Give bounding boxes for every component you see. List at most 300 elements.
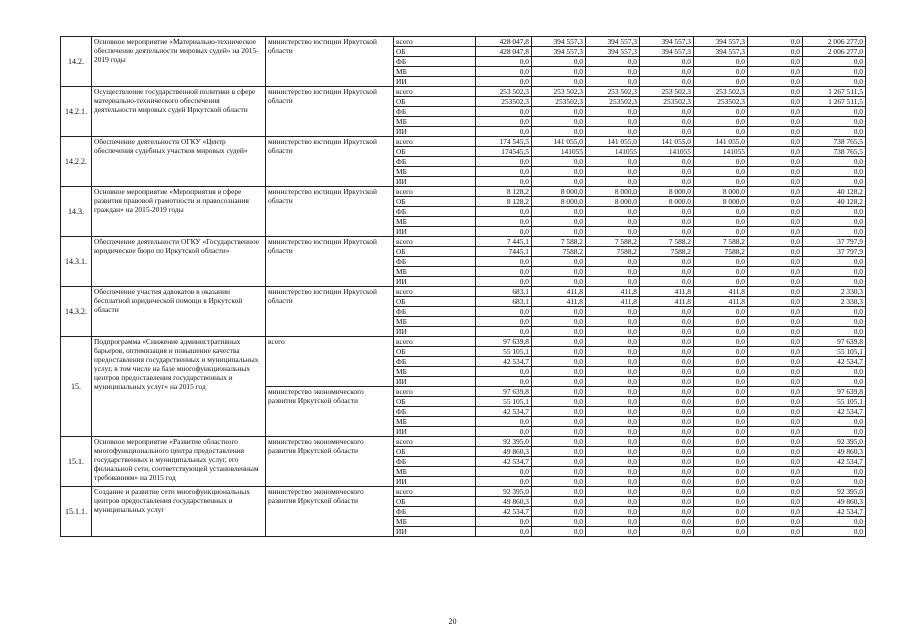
amount-cell: 0,0	[532, 327, 586, 337]
amount-cell: 0,0	[586, 127, 640, 137]
amount-cell: 55 105,1	[803, 347, 866, 357]
amount-cell: 97 639,8	[803, 387, 866, 397]
amount-cell: 0,0	[748, 257, 803, 267]
amount-cell: 37 797,9	[803, 237, 866, 247]
item-name: Основное мероприятие «Мероприятия в сфере развития правовой грамотности и правосознания граждан» на 2015-2019 годы	[92, 187, 266, 237]
amount-cell: 7588,2	[640, 247, 694, 257]
amount-cell: 55 105,1	[476, 347, 532, 357]
amount-cell: 0,0	[640, 227, 694, 237]
amount-cell: 7588,2	[532, 247, 586, 257]
funding-source: ОБ	[394, 197, 476, 207]
amount-cell: 42 534,7	[803, 457, 866, 467]
amount-cell: 42 534,7	[803, 407, 866, 417]
funding-source: всего	[394, 237, 476, 247]
amount-cell: 0,0	[532, 487, 586, 497]
funding-source: ИИ	[394, 327, 476, 337]
funding-source: всего	[394, 487, 476, 497]
amount-cell: 0,0	[476, 467, 532, 477]
amount-cell: 0,0	[694, 417, 748, 427]
amount-cell: 0,0	[748, 187, 803, 197]
amount-cell: 8 000,0	[694, 197, 748, 207]
amount-cell: 0,0	[694, 167, 748, 177]
amount-cell: 0,0	[748, 47, 803, 57]
amount-cell: 0,0	[532, 127, 586, 137]
amount-cell: 0,0	[640, 397, 694, 407]
amount-cell: 0,0	[694, 117, 748, 127]
amount-cell: 0,0	[586, 367, 640, 377]
amount-cell: 0,0	[586, 477, 640, 487]
amount-cell: 0,0	[803, 117, 866, 127]
amount-cell: 0,0	[586, 517, 640, 527]
amount-cell: 0,0	[694, 327, 748, 337]
amount-cell: 0,0	[748, 297, 803, 307]
amount-cell: 0,0	[476, 167, 532, 177]
amount-cell: 0,0	[640, 117, 694, 127]
amount-cell: 0,0	[532, 347, 586, 357]
amount-cell: 0,0	[586, 117, 640, 127]
funding-source: всего	[394, 337, 476, 347]
amount-cell: 0,0	[694, 277, 748, 287]
amount-cell: 0,0	[476, 277, 532, 287]
funding-source: всего	[394, 437, 476, 447]
amount-cell: 0,0	[694, 457, 748, 467]
amount-cell: 0,0	[476, 77, 532, 87]
amount-cell: 2 330,3	[803, 297, 866, 307]
amount-cell: 0,0	[532, 317, 586, 327]
amount-cell: 0,0	[532, 457, 586, 467]
amount-cell: 0,0	[803, 257, 866, 267]
amount-cell: 0,0	[694, 497, 748, 507]
executor-cell: министерство юстиции Иркутской области	[266, 37, 394, 87]
amount-cell: 253502,3	[586, 97, 640, 107]
amount-cell: 0,0	[586, 317, 640, 327]
funding-source: ИИ	[394, 127, 476, 137]
executor-cell: министерство юстиции Иркутской области	[266, 237, 394, 287]
amount-cell: 0,0	[748, 317, 803, 327]
amount-cell: 0,0	[640, 127, 694, 137]
amount-cell: 0,0	[532, 167, 586, 177]
amount-cell: 0,0	[532, 277, 586, 287]
amount-cell: 40 128,2	[803, 197, 866, 207]
item-name: Основное мероприятие «Материально-техническое обеспечение деятельности мировых судей» на 2015-2019 годы	[92, 37, 266, 87]
funding-source: ФБ	[394, 457, 476, 467]
amount-cell: 0,0	[586, 227, 640, 237]
amount-cell: 7 588,2	[586, 237, 640, 247]
funding-source: всего	[394, 137, 476, 147]
amount-cell: 0,0	[694, 427, 748, 437]
amount-cell: 8 000,0	[694, 187, 748, 197]
funding-source: ФБ	[394, 407, 476, 417]
funding-source: ФБ	[394, 207, 476, 217]
funding-source: ИИ	[394, 177, 476, 187]
amount-cell: 0,0	[640, 67, 694, 77]
item-code: 14.2.2.	[61, 137, 92, 187]
amount-cell: 0,0	[748, 307, 803, 317]
amount-cell: 8 000,0	[640, 187, 694, 197]
amount-cell: 0,0	[586, 457, 640, 467]
amount-cell: 411,8	[694, 287, 748, 297]
amount-cell: 0,0	[476, 427, 532, 437]
item-name: Обеспечение участия адвокатов в оказании бесплатной юридической помощи в Иркутской области	[92, 287, 266, 337]
amount-cell: 0,0	[640, 477, 694, 487]
funding-source: всего	[394, 387, 476, 397]
amount-cell: 0,0	[748, 407, 803, 417]
amount-cell: 0,0	[748, 427, 803, 437]
funding-source: МБ	[394, 117, 476, 127]
amount-cell: 0,0	[803, 67, 866, 77]
amount-cell: 92 395,0	[476, 487, 532, 497]
funding-source: ИИ	[394, 227, 476, 237]
amount-cell: 0,0	[640, 257, 694, 267]
amount-cell: 92 395,0	[476, 437, 532, 447]
amount-cell: 0,0	[803, 427, 866, 437]
amount-cell: 428 047,8	[476, 47, 532, 57]
amount-cell: 0,0	[532, 207, 586, 217]
table-row	[61, 187, 866, 197]
amount-cell: 0,0	[640, 407, 694, 417]
amount-cell: 0,0	[748, 367, 803, 377]
amount-cell: 0,0	[694, 217, 748, 227]
amount-cell: 0,0	[532, 467, 586, 477]
amount-cell: 0,0	[748, 447, 803, 457]
amount-cell: 0,0	[640, 307, 694, 317]
amount-cell: 0,0	[748, 157, 803, 167]
amount-cell: 8 128,2	[476, 197, 532, 207]
amount-cell: 411,8	[586, 297, 640, 307]
amount-cell: 0,0	[694, 77, 748, 87]
amount-cell: 0,0	[586, 487, 640, 497]
amount-cell: 0,0	[803, 167, 866, 177]
amount-cell: 0,0	[748, 387, 803, 397]
amount-cell: 253 502,3	[694, 87, 748, 97]
amount-cell: 0,0	[803, 317, 866, 327]
amount-cell: 0,0	[640, 427, 694, 437]
amount-cell: 0,0	[748, 487, 803, 497]
table-row	[61, 287, 866, 297]
amount-cell: 0,0	[640, 167, 694, 177]
amount-cell: 428 047,8	[476, 37, 532, 47]
funding-source: ОБ	[394, 47, 476, 57]
amount-cell: 0,0	[803, 527, 866, 537]
funding-source: ФБ	[394, 257, 476, 267]
amount-cell: 0,0	[586, 397, 640, 407]
amount-cell: 0,0	[586, 267, 640, 277]
item-name: Обеспечение деятельности ОГКУ «Центр обеспечения судебных участков мировых судей»	[92, 137, 266, 187]
item-name: Осуществление государственной политики в сфере материально-технического обеспечения деятельности мировых судей Иркутской области	[92, 87, 266, 137]
amount-cell: 0,0	[748, 137, 803, 147]
amount-cell: 0,0	[476, 527, 532, 537]
item-name: Обеспечение деятельности ОГКУ «Государственное юридическое бюро по Иркутской области»	[92, 237, 266, 287]
funding-source: МБ	[394, 467, 476, 477]
amount-cell: 0,0	[476, 57, 532, 67]
amount-cell: 0,0	[640, 177, 694, 187]
amount-cell: 394 557,3	[586, 37, 640, 47]
item-code: 14.3.	[61, 187, 92, 237]
funding-source: всего	[394, 37, 476, 47]
amount-cell: 0,0	[748, 437, 803, 447]
amount-cell: 738 765,5	[803, 137, 866, 147]
amount-cell: 0,0	[748, 477, 803, 487]
amount-cell: 97 639,8	[476, 387, 532, 397]
amount-cell: 7 445,1	[476, 237, 532, 247]
executor-cell: министерство экономического развития Иркутской области	[266, 437, 394, 487]
amount-cell: 0,0	[476, 307, 532, 317]
amount-cell: 7588,2	[586, 247, 640, 257]
amount-cell: 0,0	[694, 227, 748, 237]
amount-cell: 0,0	[748, 77, 803, 87]
amount-cell: 0,0	[748, 347, 803, 357]
amount-cell: 0,0	[640, 317, 694, 327]
amount-cell: 0,0	[532, 507, 586, 517]
funding-source: ОБ	[394, 447, 476, 457]
amount-cell: 0,0	[586, 177, 640, 187]
amount-cell: 0,0	[640, 517, 694, 527]
amount-cell: 253502,3	[640, 97, 694, 107]
amount-cell: 141055	[640, 147, 694, 157]
page-number: 20	[448, 617, 457, 626]
amount-cell: 0,0	[803, 127, 866, 137]
executor-cell: министерство юстиции Иркутской области	[266, 137, 394, 187]
amount-cell: 0,0	[532, 397, 586, 407]
amount-cell: 0,0	[803, 217, 866, 227]
amount-cell: 253502,3	[532, 97, 586, 107]
amount-cell: 0,0	[748, 377, 803, 387]
amount-cell: 0,0	[694, 527, 748, 537]
amount-cell: 0,0	[803, 267, 866, 277]
amount-cell: 0,0	[532, 307, 586, 317]
amount-cell: 0,0	[694, 357, 748, 367]
amount-cell: 2 330,3	[803, 287, 866, 297]
amount-cell: 0,0	[532, 527, 586, 537]
executor-cell: министерство экономического развития Иркутской области	[266, 387, 394, 437]
item-name: Подпрограмма «Снижение административных барьеров, оптимизация и повышение качества предоставления государственных и муниципальных услуг, в том числе на базе многофункциональных центров предоставления государственных и муниципальных услуг» на 2015 год	[92, 337, 266, 437]
amount-cell: 0,0	[586, 467, 640, 477]
amount-cell: 0,0	[748, 467, 803, 477]
amount-cell: 411,8	[640, 297, 694, 307]
executor-cell: всего	[266, 337, 394, 387]
amount-cell: 0,0	[748, 127, 803, 137]
amount-cell: 174 545,5	[476, 137, 532, 147]
amount-cell: 0,0	[640, 347, 694, 357]
amount-cell: 1 267 511,5	[803, 87, 866, 97]
item-code: 14.3.1.	[61, 237, 92, 287]
funding-source: ФБ	[394, 507, 476, 517]
amount-cell: 0,0	[532, 447, 586, 457]
amount-cell: 0,0	[748, 217, 803, 227]
amount-cell: 0,0	[748, 337, 803, 347]
amount-cell: 0,0	[748, 357, 803, 367]
amount-cell: 0,0	[532, 77, 586, 87]
funding-source: ИИ	[394, 277, 476, 287]
amount-cell: 0,0	[532, 257, 586, 267]
amount-cell: 55 105,1	[803, 397, 866, 407]
item-code: 15.1.1.	[61, 487, 92, 537]
amount-cell: 141 055,0	[586, 137, 640, 147]
amount-cell: 0,0	[694, 157, 748, 167]
amount-cell: 0,0	[694, 377, 748, 387]
amount-cell: 0,0	[694, 447, 748, 457]
amount-cell: 683,1	[476, 297, 532, 307]
funding-source: ОБ	[394, 247, 476, 257]
funding-source: ОБ	[394, 497, 476, 507]
amount-cell: 49 860,3	[803, 447, 866, 457]
amount-cell: 0,0	[694, 387, 748, 397]
amount-cell: 0,0	[476, 477, 532, 487]
amount-cell: 0,0	[748, 177, 803, 187]
amount-cell: 0,0	[476, 517, 532, 527]
amount-cell: 49 860,3	[476, 447, 532, 457]
amount-cell: 0,0	[532, 497, 586, 507]
amount-cell: 0,0	[640, 357, 694, 367]
amount-cell: 0,0	[586, 357, 640, 367]
amount-cell: 0,0	[803, 327, 866, 337]
funding-source: ФБ	[394, 307, 476, 317]
amount-cell: 0,0	[803, 227, 866, 237]
amount-cell: 0,0	[748, 267, 803, 277]
amount-cell: 0,0	[476, 367, 532, 377]
amount-cell: 0,0	[586, 217, 640, 227]
amount-cell: 0,0	[640, 457, 694, 467]
amount-cell: 411,8	[532, 297, 586, 307]
amount-cell: 0,0	[586, 347, 640, 357]
amount-cell: 0,0	[640, 107, 694, 117]
amount-cell: 0,0	[803, 157, 866, 167]
amount-cell: 0,0	[694, 257, 748, 267]
amount-cell: 0,0	[803, 477, 866, 487]
funding-source: ОБ	[394, 297, 476, 307]
amount-cell: 0,0	[640, 447, 694, 457]
amount-cell: 394 557,3	[640, 37, 694, 47]
amount-cell: 0,0	[694, 107, 748, 117]
amount-cell: 0,0	[586, 207, 640, 217]
amount-cell: 0,0	[586, 377, 640, 387]
amount-cell: 8 000,0	[532, 197, 586, 207]
funding-source: МБ	[394, 267, 476, 277]
amount-cell: 0,0	[694, 467, 748, 477]
amount-cell: 0,0	[640, 497, 694, 507]
funding-source: всего	[394, 87, 476, 97]
executor-cell: министерство экономического развития Иркутской области	[266, 487, 394, 537]
amount-cell: 0,0	[748, 247, 803, 257]
amount-cell: 253 502,3	[476, 87, 532, 97]
amount-cell: 0,0	[532, 117, 586, 127]
amount-cell: 253502,3	[694, 97, 748, 107]
executor-cell: министерство юстиции Иркутской области	[266, 287, 394, 337]
amount-cell: 97 639,8	[803, 337, 866, 347]
amount-cell: 0,0	[532, 477, 586, 487]
table-row	[61, 87, 866, 97]
funding-source: ОБ	[394, 147, 476, 157]
funding-source: ИИ	[394, 527, 476, 537]
amount-cell: 42 534,7	[803, 357, 866, 367]
amount-cell: 0,0	[640, 467, 694, 477]
amount-cell: 0,0	[803, 277, 866, 287]
amount-cell: 0,0	[476, 217, 532, 227]
funding-source: ФБ	[394, 357, 476, 367]
amount-cell: 42 534,7	[476, 357, 532, 367]
amount-cell: 0,0	[586, 427, 640, 437]
amount-cell: 0,0	[803, 207, 866, 217]
amount-cell: 683,1	[476, 287, 532, 297]
funding-source: МБ	[394, 517, 476, 527]
amount-cell: 0,0	[476, 207, 532, 217]
item-code: 15.1.	[61, 437, 92, 487]
amount-cell: 394 557,3	[532, 37, 586, 47]
amount-cell: 0,0	[586, 327, 640, 337]
amount-cell: 92 395,0	[803, 487, 866, 497]
amount-cell: 0,0	[748, 67, 803, 77]
amount-cell: 7 588,2	[640, 237, 694, 247]
amount-cell: 0,0	[748, 97, 803, 107]
amount-cell: 0,0	[694, 347, 748, 357]
amount-cell: 0,0	[532, 427, 586, 437]
amount-cell: 0,0	[640, 387, 694, 397]
funding-source: ОБ	[394, 397, 476, 407]
amount-cell: 0,0	[586, 257, 640, 267]
amount-cell: 0,0	[694, 437, 748, 447]
amount-cell: 0,0	[748, 277, 803, 287]
amount-cell: 0,0	[803, 307, 866, 317]
amount-cell: 0,0	[476, 327, 532, 337]
amount-cell: 0,0	[694, 57, 748, 67]
amount-cell: 0,0	[803, 517, 866, 527]
amount-cell: 141055	[532, 147, 586, 157]
amount-cell: 0,0	[532, 367, 586, 377]
amount-cell: 0,0	[748, 517, 803, 527]
funding-source: ОБ	[394, 347, 476, 357]
amount-cell: 0,0	[748, 197, 803, 207]
amount-cell: 0,0	[748, 527, 803, 537]
amount-cell: 0,0	[532, 407, 586, 417]
amount-cell: 0,0	[476, 317, 532, 327]
item-name: Основное мероприятие «Развитие областного многофункционального центра предоставления государственных и муниципальных услуг, его филиальной сети, соответствующей установленным требованиям» на 2015 год	[92, 437, 266, 487]
funding-source: ФБ	[394, 107, 476, 117]
amount-cell: 0,0	[640, 437, 694, 447]
amount-cell: 42 534,7	[476, 407, 532, 417]
amount-cell: 0,0	[803, 177, 866, 187]
amount-cell: 394 557,3	[586, 47, 640, 57]
amount-cell: 0,0	[476, 117, 532, 127]
amount-cell: 0,0	[694, 337, 748, 347]
amount-cell: 141055	[586, 147, 640, 157]
amount-cell: 0,0	[586, 57, 640, 67]
amount-cell: 411,8	[586, 287, 640, 297]
amount-cell: 0,0	[640, 507, 694, 517]
amount-cell: 92 395,0	[803, 437, 866, 447]
amount-cell: 0,0	[640, 417, 694, 427]
amount-cell: 0,0	[532, 417, 586, 427]
amount-cell: 411,8	[694, 297, 748, 307]
funding-source: МБ	[394, 317, 476, 327]
amount-cell: 7 588,2	[694, 237, 748, 247]
amount-cell: 0,0	[640, 267, 694, 277]
amount-cell: 0,0	[640, 157, 694, 167]
amount-cell: 0,0	[586, 407, 640, 417]
amount-cell: 394 557,3	[532, 47, 586, 57]
amount-cell: 7 588,2	[532, 237, 586, 247]
amount-cell: 0,0	[640, 337, 694, 347]
amount-cell: 0,0	[803, 377, 866, 387]
amount-cell: 0,0	[803, 467, 866, 477]
amount-cell: 0,0	[476, 107, 532, 117]
amount-cell: 40 128,2	[803, 187, 866, 197]
amount-cell: 0,0	[586, 307, 640, 317]
amount-cell: 0,0	[640, 277, 694, 287]
funding-source: всего	[394, 187, 476, 197]
amount-cell: 49 860,3	[476, 497, 532, 507]
amount-cell: 42 534,7	[803, 507, 866, 517]
amount-cell: 0,0	[748, 57, 803, 67]
